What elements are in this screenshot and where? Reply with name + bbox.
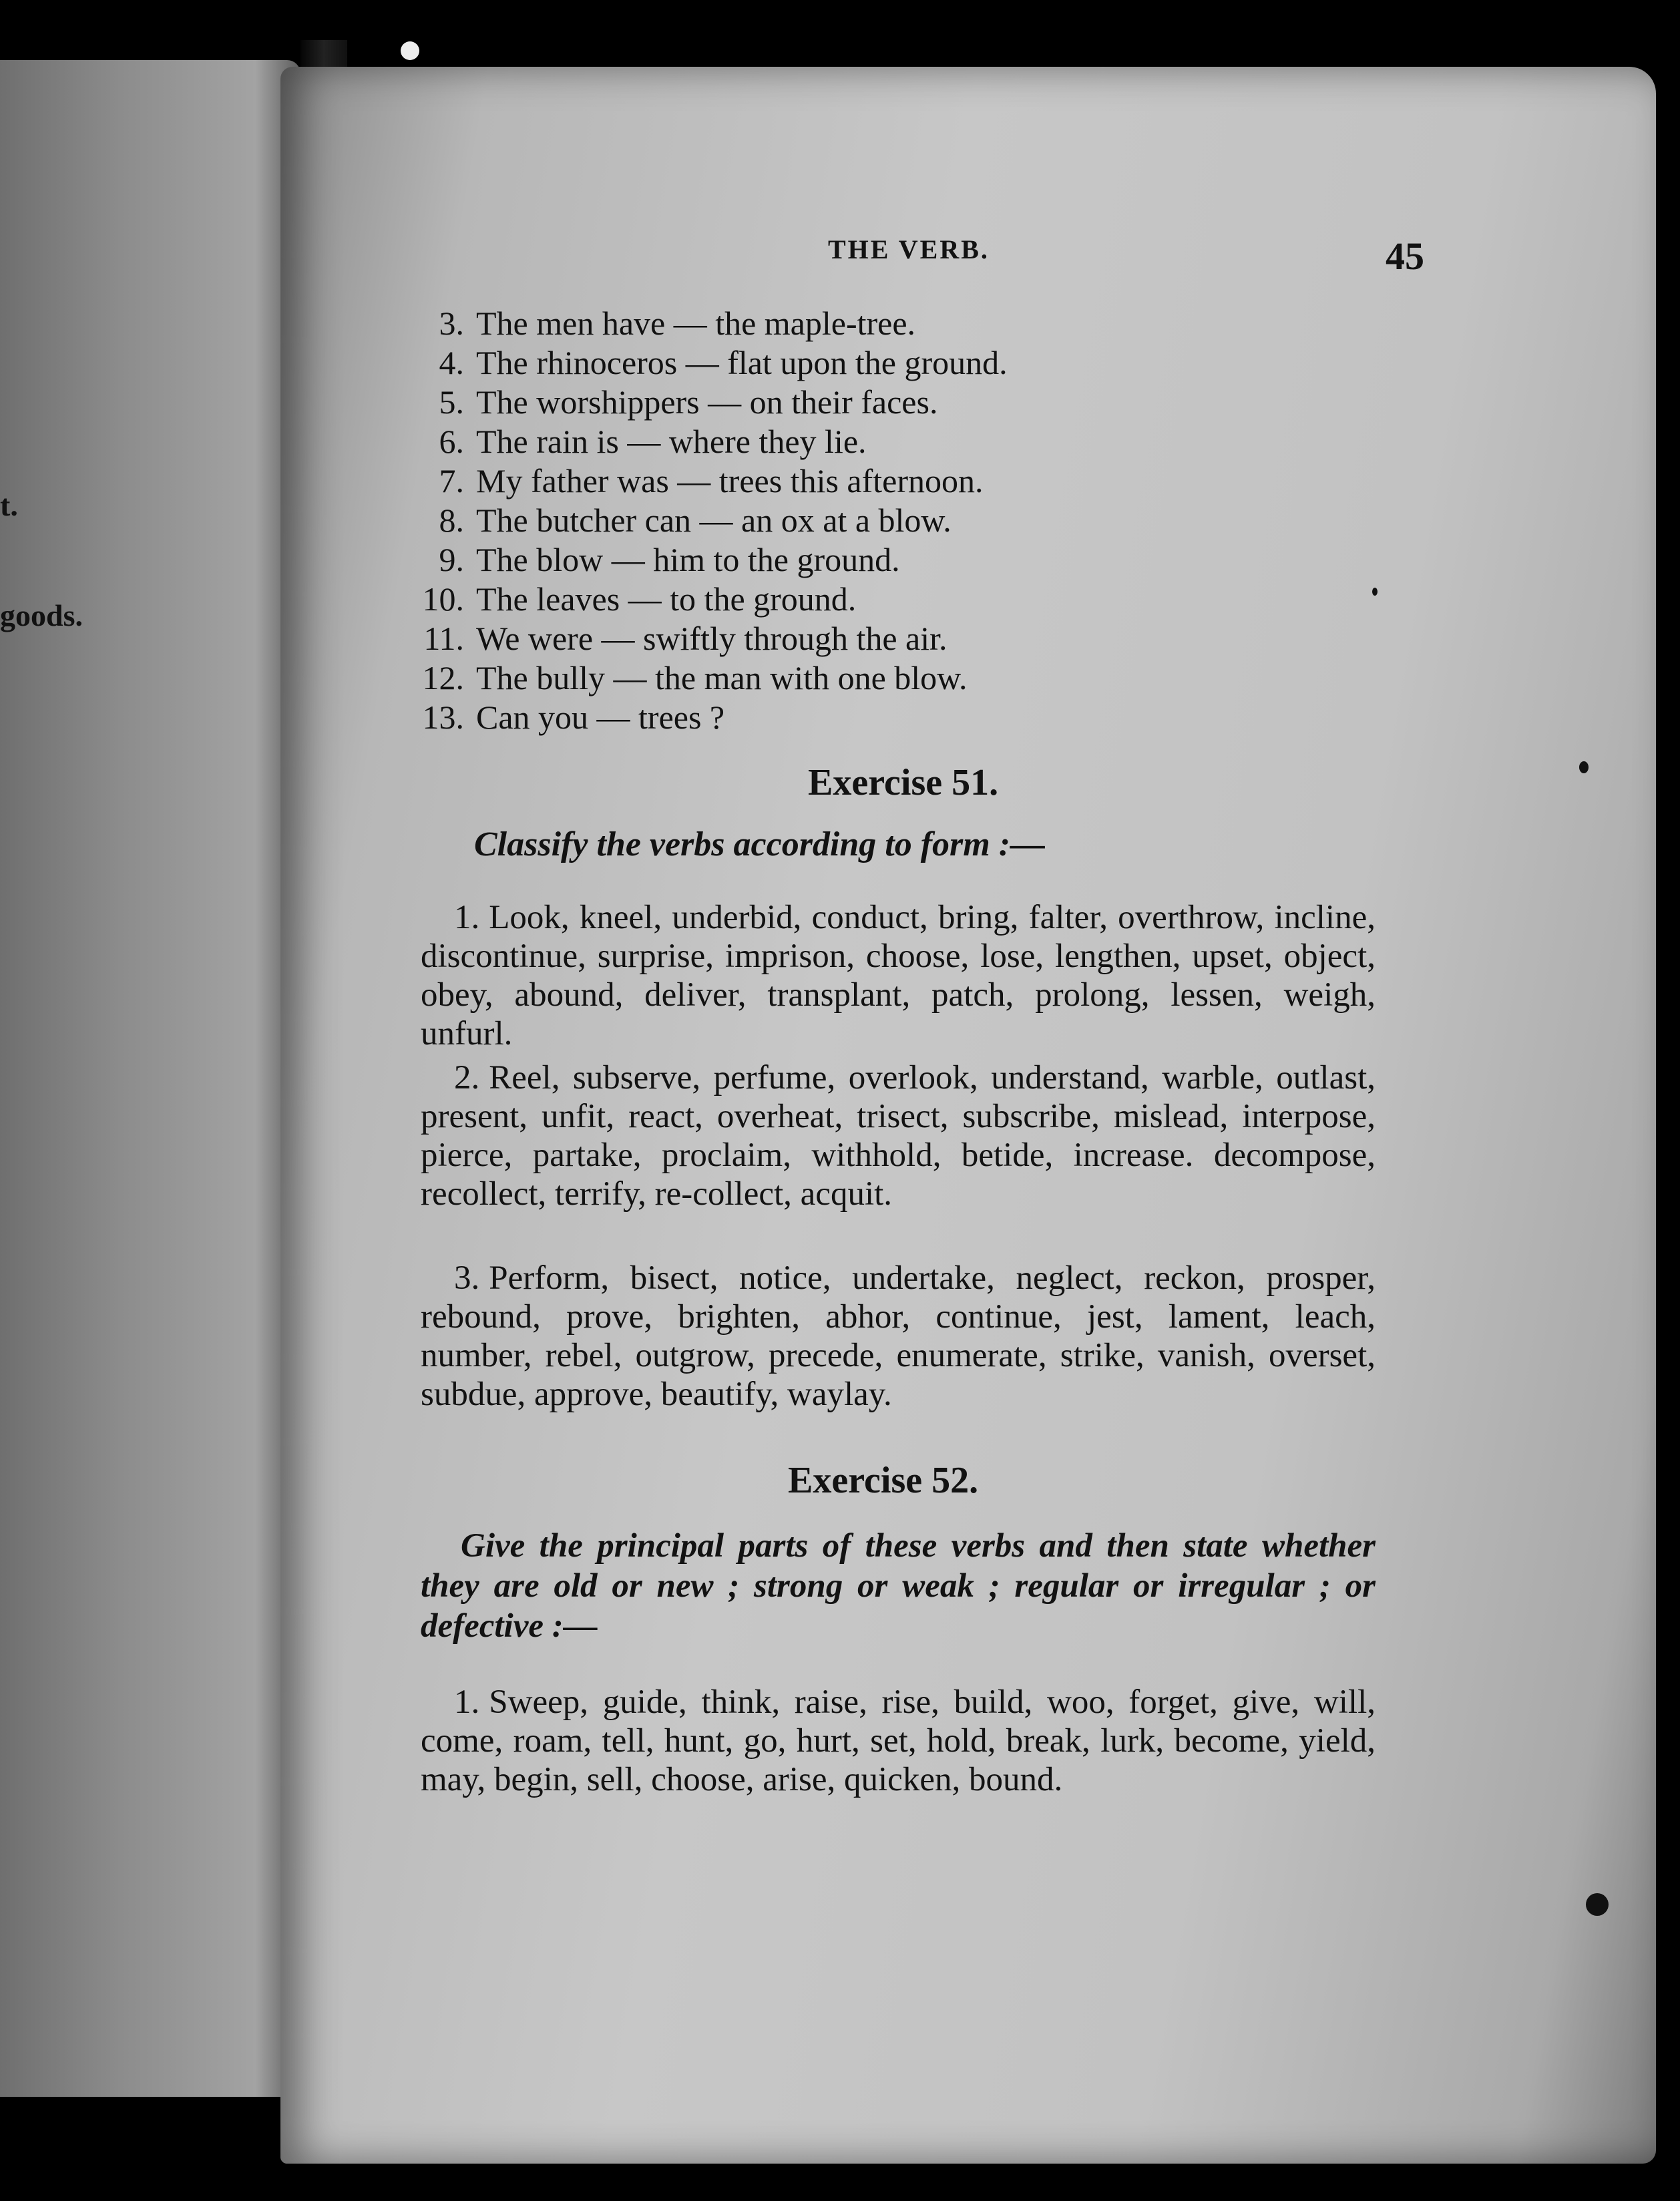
exercise-51-paragraph: 2. Reel, subserve, perfume, overlook, understand, warble, outlast, present, unfit, react, overheat, trisect, subscribe, mislead, interpose, pierce, partake, proclaim, withhold, betide, increase. decompose, recollect, terrify, re-collect, acquit. (421, 1059, 1376, 1213)
exercise-51-paragraph: 1. Look, kneel, underbid, conduct, bring, falter, overthrow, incline, discontinue, surprise, imprison, choose, lose, lengthen, upset, object, obey, abound, deliver, transplant, patch, prolong, lessen, weigh, unfurl. (421, 899, 1376, 1052)
scan-artifact (401, 41, 419, 60)
sentence-item: 8. The butcher can — an ox at a blow. (439, 502, 952, 539)
sentence-item: 12. The bully — the man with one blow. (422, 659, 968, 696)
page-number: 45 (1386, 234, 1424, 278)
sentence-item: 10. The leaves — to the ground. (422, 580, 857, 618)
exercise-51-instruction: Classify the verbs according to form :— (474, 825, 1046, 863)
exercise-52-instruction: Give the principal parts of these verbs and then state whether they are old or new ; strong or weak ; regular or irregular ; or defective :— (421, 1527, 1376, 1645)
right-page (280, 67, 1656, 2164)
sentence-item: 3. The men have — the maple-tree. (439, 305, 916, 342)
sentence-item: 4. The rhinoceros — flat upon the ground. (439, 344, 1008, 381)
sentence-item: 6. The rain is — where they lie. (439, 423, 867, 460)
sentence-item: 9. The blow — him to the ground. (439, 541, 900, 578)
left-page-fragment: goods. (0, 598, 83, 632)
exercise-51-title: Exercise 51. (808, 762, 999, 803)
scan-speck (1586, 1893, 1609, 1916)
sentence-item: 13. Can you — trees ? (422, 698, 725, 736)
scan-speck (1579, 761, 1589, 773)
left-page-fragment: t. (0, 488, 18, 522)
sentence-item: 11. We were — swiftly through the air. (423, 620, 948, 657)
scan-speck (1372, 588, 1378, 596)
sentence-item: 7. My father was — trees this afternoon. (439, 462, 984, 499)
exercise-51-paragraph: 3. Perform, bisect, notice, undertake, neglect, reckon, prosper, rebound, prove, brighten, abhor, continue, jest, lament, leach, number, rebel, outgrow, precede, enumerate, strike, vanish, overset, subdue, approve, beautify, waylay. (421, 1259, 1376, 1413)
exercise-52-paragraph: 1. Sweep, guide, think, raise, rise, build, woo, forget, give, will, come, roam, tell, hunt, go, hurt, set, hold, break, lurk, become, yield, may, begin, sell, choose, arise, quicken, bound. (421, 1683, 1376, 1798)
left-page (0, 60, 300, 2097)
sentence-item: 5. The worshippers — on their faces. (439, 383, 938, 421)
running-title: THE VERB. (828, 234, 990, 264)
exercise-52-title: Exercise 52. (788, 1460, 979, 1501)
